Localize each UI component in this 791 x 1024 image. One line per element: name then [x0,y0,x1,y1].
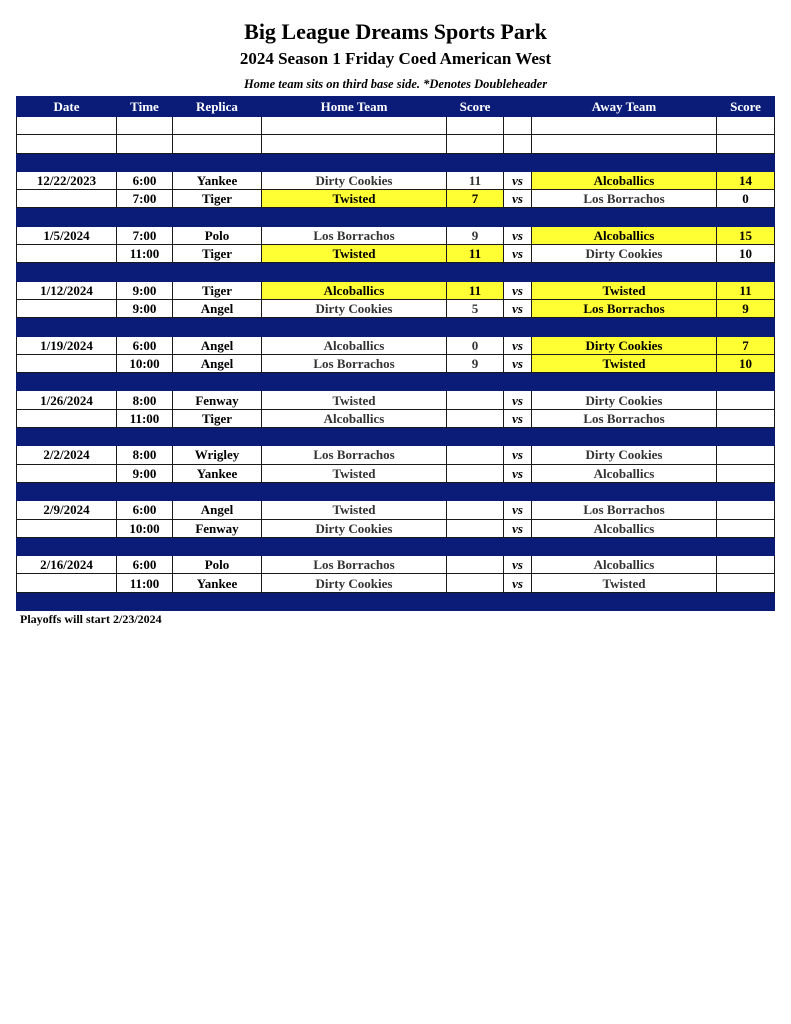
game-replica-field: Fenway [173,519,262,537]
week-separator-row [17,318,775,336]
away-team-score: 7 [717,336,775,354]
week-separator-row-cell [262,208,447,226]
away-team-score [717,446,775,464]
game-replica-field: Tiger [173,281,262,299]
game-time: 9:00 [117,281,173,299]
week-separator-row-cell [504,208,532,226]
week-separator-row-cell [117,482,173,500]
week-separator-row-cell [262,592,447,610]
game-row [17,171,775,189]
game-date [17,354,117,372]
away-team-name: Alcoballics [532,519,717,537]
game-date [17,464,117,482]
game-row [17,446,775,464]
week-separator-row-cell [173,153,262,171]
blank-row-cell [504,117,532,135]
week-separator-row-cell [173,318,262,336]
game-row [17,281,775,299]
away-team-name: Alcoballics [532,171,717,189]
home-team-score: 11 [447,245,504,263]
game-row [17,556,775,574]
away-team-name: Dirty Cookies [532,336,717,354]
week-separator-row-cell [532,318,717,336]
home-team-score [447,574,504,592]
page-subtitle: 2024 Season 1 Friday Coed American West [239,49,552,68]
game-replica-field: Fenway [173,391,262,409]
home-team-name: Los Borrachos [262,226,447,244]
game-date: 12/22/2023 [17,171,117,189]
week-separator-row-cell [173,263,262,281]
week-separator-row-cell [447,428,504,446]
week-separator-row-cell [504,482,532,500]
week-separator-row-cell [717,428,775,446]
away-team-score: 0 [717,190,775,208]
column-header-vs [504,97,532,117]
game-date [17,519,117,537]
game-row [17,574,775,592]
week-separator-row-cell [173,592,262,610]
column-header-time: Time [117,97,173,117]
week-separator-row-cell [262,428,447,446]
away-team-score [717,501,775,519]
versus-label: vs [504,354,532,372]
week-separator-row-cell [532,153,717,171]
home-team-score [447,501,504,519]
blank-row-cell [532,135,717,153]
versus-label: vs [504,171,532,189]
away-team-name: Dirty Cookies [532,245,717,263]
blank-row-cell [117,135,173,153]
game-date: 2/9/2024 [17,501,117,519]
versus-label: vs [504,391,532,409]
week-separator-row-cell [117,318,173,336]
game-replica-field: Tiger [173,409,262,427]
home-team-score: 11 [447,281,504,299]
game-replica-field: Tiger [173,190,262,208]
week-separator-row-cell [17,318,117,336]
home-team-name: Twisted [262,501,447,519]
week-separator-row-cell [262,153,447,171]
blank-row-cell [262,135,447,153]
game-row [17,501,775,519]
game-time: 11:00 [117,245,173,263]
versus-label: vs [504,574,532,592]
game-replica-field: Polo [173,226,262,244]
week-separator-row-cell [717,153,775,171]
blank-row-cell [717,135,775,153]
home-team-score: 0 [447,336,504,354]
week-separator-row-cell [447,482,504,500]
week-separator-row-cell [717,318,775,336]
game-date [17,409,117,427]
home-team-score [447,391,504,409]
week-separator-row-cell [532,592,717,610]
away-team-name: Los Borrachos [532,190,717,208]
home-team-score: 9 [447,226,504,244]
home-team-name: Dirty Cookies [262,574,447,592]
away-team-score: 10 [717,354,775,372]
week-separator-row-cell [17,263,117,281]
playoffs-note: Playoffs will start 2/23/2024 [20,612,162,626]
blank-row-cell [17,117,117,135]
week-separator-row-cell [504,373,532,391]
game-replica-field: Wrigley [173,446,262,464]
blank-row-cell [717,117,775,135]
home-team-name: Alcoballics [262,281,447,299]
versus-label: vs [504,556,532,574]
week-separator-row-cell [717,592,775,610]
schedule-table [16,96,775,611]
week-separator-row-cell [262,318,447,336]
away-team-name: Twisted [532,281,717,299]
home-team-name: Los Borrachos [262,354,447,372]
game-row [17,245,775,263]
week-separator-row-cell [173,373,262,391]
away-team-name: Alcoballics [532,464,717,482]
week-separator-row-cell [17,208,117,226]
home-team-name: Twisted [262,190,447,208]
game-row [17,354,775,372]
week-separator-row-cell [447,318,504,336]
column-header-home-team: Home Team [262,97,447,117]
week-separator-row-cell [504,592,532,610]
home-team-score: 9 [447,354,504,372]
away-team-score [717,391,775,409]
blank-row-cell [532,117,717,135]
week-separator-row-cell [17,373,117,391]
week-separator-row-cell [532,373,717,391]
versus-label: vs [504,336,532,354]
blank-row-cell [504,135,532,153]
week-separator-row-cell [447,537,504,555]
game-row [17,190,775,208]
game-date: 2/16/2024 [17,556,117,574]
schedule-body [17,117,775,611]
home-team-score: 5 [447,299,504,317]
column-header-date: Date [17,97,117,117]
away-team-score [717,464,775,482]
blank-row-cell [447,117,504,135]
home-team-name: Alcoballics [262,409,447,427]
schedule-note: Home team sits on third base side. *Denotes Doubleheader [243,77,548,91]
header-row [17,97,775,117]
blank-row-cell [17,135,117,153]
versus-label: vs [504,446,532,464]
game-date: 1/12/2024 [17,281,117,299]
week-separator-row-cell [17,428,117,446]
game-replica-field: Angel [173,336,262,354]
game-row [17,391,775,409]
week-separator-row-cell [717,208,775,226]
blank-row-cell [262,117,447,135]
week-separator-row-cell [17,592,117,610]
versus-label: vs [504,190,532,208]
game-time: 6:00 [117,501,173,519]
game-replica-field: Angel [173,501,262,519]
week-separator-row-cell [504,428,532,446]
game-replica-field: Yankee [173,171,262,189]
home-team-name: Dirty Cookies [262,171,447,189]
week-separator-row-cell [117,592,173,610]
versus-label: vs [504,299,532,317]
away-team-name: Dirty Cookies [532,391,717,409]
week-separator-row-cell [717,373,775,391]
game-row [17,299,775,317]
game-time: 6:00 [117,336,173,354]
game-date: 1/19/2024 [17,336,117,354]
away-team-score: 14 [717,171,775,189]
away-team-name: Twisted [532,574,717,592]
away-team-score: 15 [717,226,775,244]
week-separator-row-cell [262,537,447,555]
home-team-score [447,556,504,574]
week-separator-row-cell [447,592,504,610]
game-time: 8:00 [117,391,173,409]
week-separator-row-cell [717,537,775,555]
away-team-score [717,409,775,427]
week-separator-row [17,482,775,500]
versus-label: vs [504,519,532,537]
game-row [17,464,775,482]
week-separator-row-cell [504,263,532,281]
week-separator-row [17,373,775,391]
game-row [17,226,775,244]
versus-label: vs [504,409,532,427]
week-separator-row-cell [717,263,775,281]
game-date [17,245,117,263]
blank-row [17,117,775,135]
home-team-name: Twisted [262,391,447,409]
away-team-name: Twisted [532,354,717,372]
versus-label: vs [504,245,532,263]
week-separator-row-cell [17,537,117,555]
week-separator-row [17,153,775,171]
versus-label: vs [504,501,532,519]
game-time: 6:00 [117,171,173,189]
game-replica-field: Yankee [173,574,262,592]
game-date [17,574,117,592]
game-replica-field: Tiger [173,245,262,263]
week-separator-row-cell [117,263,173,281]
game-time: 8:00 [117,446,173,464]
week-separator-row-cell [17,153,117,171]
column-header-replica: Replica [173,97,262,117]
away-team-score [717,574,775,592]
game-time: 11:00 [117,409,173,427]
column-header-away-score: Score [717,97,775,117]
week-separator-row-cell [262,263,447,281]
away-team-score: 11 [717,281,775,299]
away-team-name: Los Borrachos [532,501,717,519]
week-separator-row-cell [173,537,262,555]
game-time: 6:00 [117,556,173,574]
game-time: 7:00 [117,226,173,244]
home-team-score: 11 [447,171,504,189]
versus-label: vs [504,281,532,299]
home-team-name: Dirty Cookies [262,519,447,537]
week-separator-row-cell [117,208,173,226]
game-time: 11:00 [117,574,173,592]
week-separator-row-cell [447,263,504,281]
game-date [17,190,117,208]
home-team-name: Twisted [262,464,447,482]
game-replica-field: Angel [173,354,262,372]
away-team-score [717,556,775,574]
game-time: 10:00 [117,354,173,372]
away-team-name: Los Borrachos [532,409,717,427]
blank-row-cell [117,117,173,135]
week-separator-row [17,263,775,281]
game-replica-field: Yankee [173,464,262,482]
week-separator-row-cell [447,208,504,226]
week-separator-row-cell [117,428,173,446]
away-team-score [717,519,775,537]
game-replica-field: Polo [173,556,262,574]
home-team-score [447,464,504,482]
week-separator-row-cell [262,482,447,500]
game-date: 2/2/2024 [17,446,117,464]
home-team-name: Twisted [262,245,447,263]
page-title: Big League Dreams Sports Park [244,19,547,44]
blank-row-cell [173,117,262,135]
game-date: 1/26/2024 [17,391,117,409]
game-time: 9:00 [117,464,173,482]
away-team-score: 9 [717,299,775,317]
week-separator-row-cell [262,373,447,391]
week-separator-row-cell [504,153,532,171]
game-row [17,409,775,427]
away-team-score: 10 [717,245,775,263]
home-team-name: Alcoballics [262,336,447,354]
away-team-name: Los Borrachos [532,299,717,317]
home-team-score [447,409,504,427]
week-separator-row-cell [532,428,717,446]
versus-label: vs [504,464,532,482]
week-separator-row-cell [173,482,262,500]
home-team-score [447,446,504,464]
home-team-name: Los Borrachos [262,446,447,464]
game-row [17,519,775,537]
home-team-score: 7 [447,190,504,208]
week-separator-row [17,537,775,555]
week-separator-row-cell [173,428,262,446]
away-team-name: Dirty Cookies [532,446,717,464]
away-team-name: Alcoballics [532,226,717,244]
week-separator-row-cell [717,482,775,500]
week-separator-row-cell [173,208,262,226]
blank-row-cell [173,135,262,153]
game-replica-field: Angel [173,299,262,317]
week-separator-row-cell [532,263,717,281]
game-time: 10:00 [117,519,173,537]
week-separator-row-cell [117,153,173,171]
game-row [17,336,775,354]
home-team-name: Dirty Cookies [262,299,447,317]
column-header-home-score: Score [447,97,504,117]
week-separator-row [17,208,775,226]
away-team-name: Alcoballics [532,556,717,574]
week-separator-row-cell [117,537,173,555]
week-separator-row-cell [117,373,173,391]
week-separator-row-cell [504,318,532,336]
game-time: 7:00 [117,190,173,208]
home-team-name: Los Borrachos [262,556,447,574]
week-separator-row-cell [504,537,532,555]
game-date [17,299,117,317]
week-separator-row [17,592,775,610]
week-separator-row-cell [447,153,504,171]
week-separator-row-cell [17,482,117,500]
week-separator-row [17,428,775,446]
blank-row-cell [447,135,504,153]
versus-label: vs [504,226,532,244]
week-separator-row-cell [532,482,717,500]
game-time: 9:00 [117,299,173,317]
home-team-score [447,519,504,537]
week-separator-row-cell [532,208,717,226]
column-header-away-team: Away Team [532,97,717,117]
game-date: 1/5/2024 [17,226,117,244]
week-separator-row-cell [447,373,504,391]
week-separator-row-cell [532,537,717,555]
blank-row [17,135,775,153]
